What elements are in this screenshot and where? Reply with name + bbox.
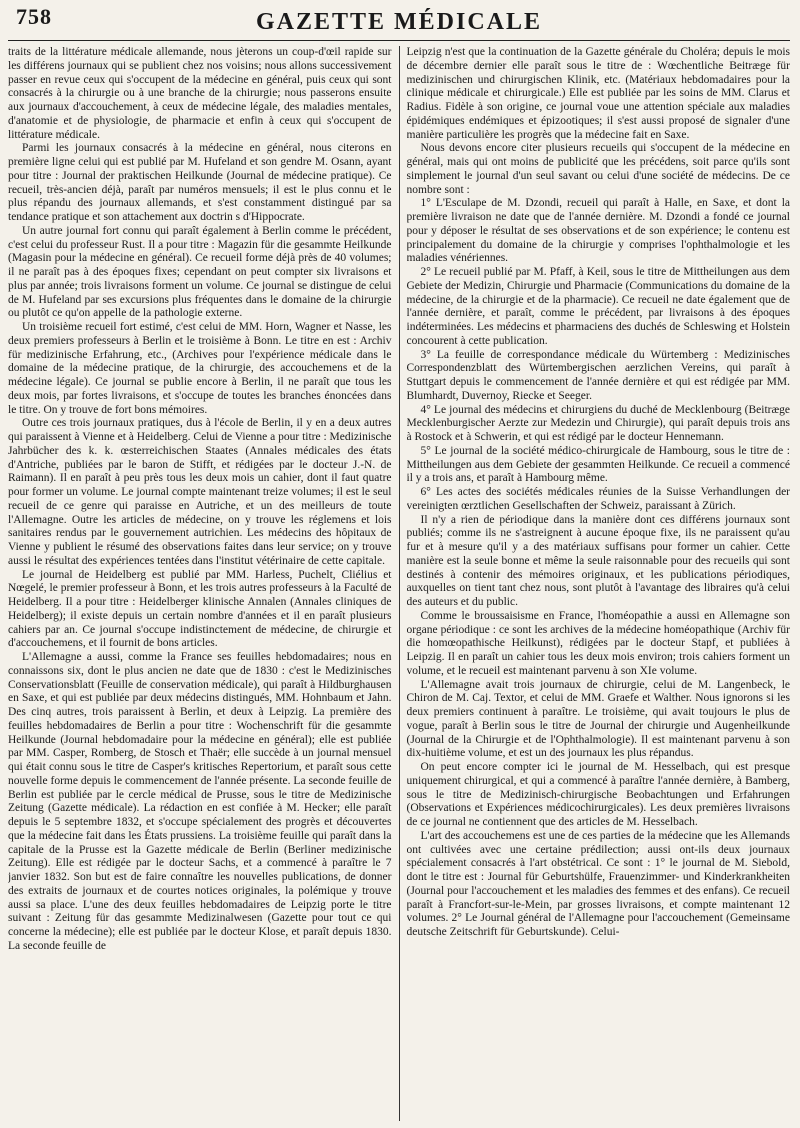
paragraph: Il n'y a rien de périodique dans la manière dont ces différens journaux sont publiés; comme ils ne s'astreignent à aucune époque fixe, ils ne paraissent qu'au fur et à mesure qu'il y a des matériaux suffisans pour former un cahier. Cette manière est la seule bonne et même la seule raisonnable pour des recueils qui sont destinés à contenir des mémoires originaux, et les publications périodiques, auxquelles on tient tant chez nous, sont plutôt à l'avantage des libraires qu'à celui des auteurs et du public.: [406, 513, 790, 608]
paragraph: 5° Le journal de la société médico-chirurgicale de Hambourg, sous le titre de : Mittheilungen aus dem Gebiete der gesammten Heilkunde. Ce recueil a commencé il y a trois ans, et paraît à Hambourg même.: [406, 444, 790, 485]
paragraph: 6° Les actes des sociétés médicales réunies de la Suisse Verhandlungen der vereinigten œrztlichen Gesellschaften der Schweiz, paraissant à Zürich.: [406, 486, 790, 512]
paragraph: 2° Le recueil publié par M. Pfaff, à Keil, sous le titre de Mittheilungen aus dem Gebiete der Medizin, Chirurgie und Pharmacie (Communications du domaine de la médecine, de la chirurgie et de la pharmacie). Ce recueil ne date également que de l'année dernière, et paraît, comme le précédent, par livraisons à des époques indéterminées. Les médecins et pharmaciens des duchés de Schleswing et Holstein concourent à cette publication.: [406, 266, 790, 347]
paragraph: 3° La feuille de correspondance médicale du Würtemberg : Medizinisches Correspondenzblatt des Würtembergischen aerzlichen Vereins, qui paraît à Stuttgart depuis le commencement de l'année dernière et qui est rédigée par MM. Blumhardt, Duvernoy, Riecke et Seeger.: [406, 348, 790, 402]
paragraph: Parmi les journaux consacrés à la médecine en général, nous citerons en première ligne celui qui est publié par M. Hufeland et son gendre M. Osann, ayant pour titre : Journal der praktischen Heilkunde (Journal de médecine pratique). Ce recueil, très-ancien déjà, paraît par numéros mensuels; il est le plus connu et le plus répandu des journaux allemands, et s'est constamment distingué par sa tendance pratique et son attachement aux doctrin s d'Hippocrate.: [8, 142, 392, 223]
page-header: [8, 0, 790, 41]
text-columns: [8, 46, 790, 1121]
paragraph: Leipzig n'est que la continuation de la Gazette générale du Choléra; depuis le mois de décembre dernier elle paraît sous le titre de : Wœchentliche Beitræge für medizinischen und chirurgischen Klinik, etc. (Matériaux hebdomadaires pour la clinique médicale et chirurgicale.) Elle est publiée par les soins de MM. Clarus et Radius. Fidèle à son origine, ce journal voue une attention spéciale aux maladies épidémiques endémiques et épizootiques; il s'est aussi proposé de signaler d'une manière particulière les progrès que la médecine fait en Saxe.: [406, 46, 790, 141]
masthead-title: GAZETTE MÉDICALE: [255, 9, 543, 35]
left-column: [8, 46, 392, 1121]
paragraph: 4° Le journal des médecins et chirurgiens du duché de Mecklenbourg (Beitræge Mecklenburgischer Aerzte zur Medezin und Chirurgie), qui paraît depuis trois ans à Rostock et à Schwerin, et qui est rédigé par le docteur Hennemann.: [406, 403, 790, 443]
page-number: 758: [16, 4, 52, 29]
paragraph: Un troisième recueil fort estimé, c'est celui de MM. Horn, Wagner et Nasse, les deux premiers professeurs à Berlin et le troisième à Bonn. Le titre en est : Archiv für medizinische Erfahrung, etc., (Archives pour l'expérience médicale dans le domaine de la médecine pratique, de la chirurgie, des accouchemens et de la médecine légale). Ce journal se publie encore à Berlin, il ne paraît que tous les deux mois, par fortes livraisons, et s'occupe de toutes les branches énoncées dans le titre. On y trouve de fort bons mémoires.: [8, 321, 392, 416]
paragraph: Un autre journal fort connu qui paraît également à Berlin comme le précédent, c'est celui du professeur Rust. Il a pour titre : Magazin für die gesammte Heilkunde (Magasin pour la médecine en général). Ce recueil forme déjà près de 40 volumes; il ne paraît pas à des époques fixes; cependant on peut compter six livraisons et plus par année; trois livraisons forment un volume. Ce journal se distingue de celui de M. Hufeland par ses excursions plus fréquentes dans le domaine de la chirurgie ou plutôt ce qu'on appelle de la pathologie externe.: [8, 224, 392, 320]
paragraph: L'Allemagne avait trois journaux de chirurgie, celui de M. Langenbeck, le Chiron de M. Caj. Textor, et celui de MM. Graefe et Walther. Nous ignorons si les deux premiers continuent à paraître. Le troisième, qui avait toujours le plus de vogue, paraît à Berlin sous le titre de Journal der chirurgie und Augenheilkunde (Journal de la Chirurgie et de l'Ophthalmologie). Il est maintenant parvenu à son dix-huitième volume, et est un des journaux les plus répandus.: [406, 678, 790, 760]
paragraph: Le journal de Heidelberg est publié par MM. Harless, Puchelt, Cliélius et Nœgelé, le premier professeur à Bonn, et les trois autres professeurs à la Faculté de Heidelberg. Il a pour titre : Heidelberger klinische Annalen (Annales cliniques de Heidelberg); il existe depuis un certain nombre d'années et il en paraît plusieurs cahiers par an. Ce journal s'occupe indistinctement de médecine, de chirurgie et d'accouchemens, et il fournit de bons articles.: [8, 568, 392, 650]
paragraph: On peut encore compter ici le journal de M. Hesselbach, qui est presque uniquement chirurgical, et qui a commencé à paraître l'année dernière, à Bamberg, sous le titre de Medizinisch-chirurgische Beobachtungen und Erfahrungen (Observations et Expériences médicochirurgicales). Les deux premières livraisons de ce journal ne contiennent que des articles de M. Hesselbach.: [406, 761, 790, 828]
paragraph: L'Allemagne a aussi, comme la France ses feuilles hebdomadaires; nous en connaissons six, dont le plus ancien ne date que de 1830 : c'est le Medizinisches Conservationsblatt (Feuille de conservation médicale), qui paraît à Hildburghausen en Saxe, et qui est publiée par deux médecins distingués, MM. Hohnbaum et Jahn. Des cinq autres, trois paraissent à Berlin, et deux à Leipzig. La première des feuilles hebdomadaires de Berlin a pour titre : Wochenschrift für die gesammte Heilkunde (Journal hebdomadaire pour la médecine en général); elle est publiée par MM. Casper, Romberg, de Stosch et Thaër; elle succède à un journal mensuel qui était connu sous le titre de Casper's kritisches Repertorium, et paraît sous cette nouvelle forme depuis le commencement de l'année présente. La seconde feuille de Berlin est publiée par le cercle médical de Prusse, sous le titre de Medizinische Zeitung (Gazette médicale). La rédaction en est confiée à M. Hecker; elle paraît depuis le 5 septembre 1832, et s'occupe spécialement des progrès et découvertes que la médecine fait dans les États prussiens. La troisième feuille qui paraît dans la capitale de la Prusse est la Gazette médicale de Berlin (Berliner medizinische Zeitung). Elle est rédigée par le docteur Sachs, et a commencé à paraître le 7 janvier 1832. Son but est de faire connaître les nouvelles publications, de donner des extraits de journaux et de courtes notices originales, la polémique y trouve aussi sa place. L'une des deux feuilles hebdomadaires de Leipzig porte le titre suivant : Zeitung für das gesammte Medizinalwesen (Gazette pour tout ce qui concerne la médecine); elle est publiée par le docteur Klose, et paraît depuis 1830. La seconde feuille de: [8, 651, 392, 952]
paragraph: Comme le broussaisisme en France, l'homéopathie a aussi en Allemagne son organe périodique : ce sont les archives de la médecine homéopathique (Archiv für die homœopathische Heilkunst), rédigées par le docteur Stapf, et publiées à Leipzig. Il en paraît un cahier tous les deux mois environ; trois cahiers forment un volume, et le recueil est maintenant parvenu à son XIe volume.: [406, 609, 790, 677]
right-column: [407, 46, 791, 1121]
column-divider: [399, 46, 400, 1121]
paragraph: 1° L'Esculape de M. Dzondi, recueil qui paraît à Halle, en Saxe, et dont la première livraison ne date que de l'année dernière. M. Dzondi a fondé ce journal pour y déposer le résultat de ses observations et de son expérience; le contenu est principalement du domaine de la chirurgie y comprises l'ophthalmologie et les maladies vénériennes.: [406, 197, 790, 265]
paragraph: Nous devons encore citer plusieurs recueils qui s'occupent de la médecine en général, mais qui ont moins de publicité que les précédens, soit parce qu'ils sont simplement le journal d'un seul savant ou celui d'une société de médecins. De ce nombre sont :: [406, 142, 790, 196]
paragraph: traits de la littérature médicale allemande, nous jèterons un coup-d'œil rapide sur les différens journaux qui se publient chez nos voisins; nous allons successivement passer en revue ceux qui s'occupent de la médecine en général, puis ceux qui sont consacrés à la chirurgie ou à une branche de la chirurgie; nous passerons ensuite aux journaux d'accouchement, à ceux de médecine légale, des maladies mentales, d'anatomie et de physiologie, de pharmacie et enfin à ceux qui s'occupent de littérature médicale.: [8, 46, 392, 141]
paragraph: L'art des accouchemens est une de ces parties de la médecine que les Allemands ont cultivées avec une certaine prédilection; aussi ont-ils deux journaux spécialement consacrés à l'art obstétrical. Ce sont : 1° le journal de M. Siebold, dont le titre est : Journal für Geburtshülfe, Frauenzimmer- und Kinderkrankheiten (Journal pour l'accouchement et les maladies des femmes et des enfans). Ce recueil paraît à Francfort-sur-le-Mein, par grosses livraisons, et compte maintenant 12 volumes. 2° Le Journal général de l'Allemagne pour l'accouchement (Gemeinsame deutsche Zeitschrift für Geburtskunde). Celui-: [406, 829, 790, 938]
paragraph: Outre ces trois journaux pratiques, dus à l'école de Berlin, il y en a deux autres qui paraissent à Vienne et à Heidelberg. Celui de Vienne a pour titre : Medizinische Jahrbücher des k. k. œsterreichischen Staates (Annales médicales des états d'Antriche, publiées par le baron de Stifft, et rédigées par le docteur J.-N. de Raimann). Il en paraît à peu près tous les deux mois un cahier, dont il faut quatre pour former un volume. Le journal compte maintenant treize volumes; il est le seul recueil de ce genre qui paraisse en Autriche, et un des meilleurs de toute l'Allemagne. Outre les articles de médecine, on y trouve les réglemens et lois sanitaires rendus par le gouvernement autrichien. Les médecins des hôpitaux de Vienne y publient le résumé des observations faites dans leur service; on y trouve aussi le résultat des expériences tentées dans l'institut vétérinaire de cette capitale.: [8, 417, 392, 567]
